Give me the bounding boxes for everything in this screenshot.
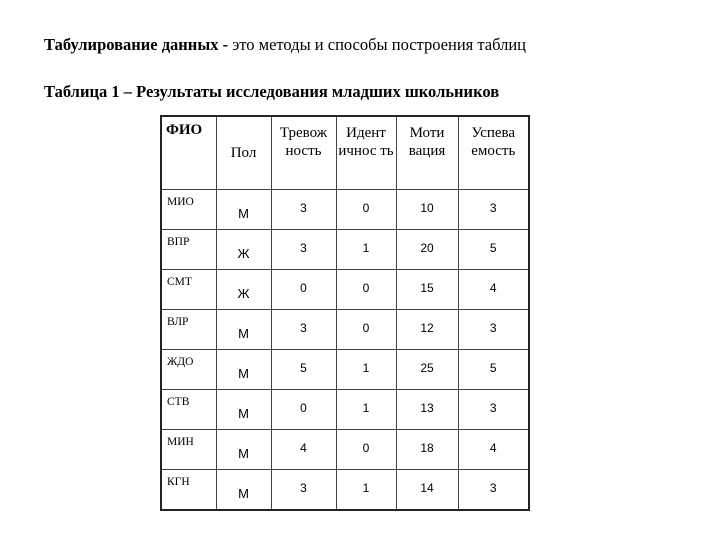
cell-name: СМТ bbox=[161, 270, 216, 310]
cell-anxiety: 3 bbox=[271, 190, 336, 230]
cell-motivation: 14 bbox=[396, 470, 458, 511]
header-fio: ФИО bbox=[161, 116, 216, 190]
heading bbox=[44, 35, 526, 55]
cell-performance: 3 bbox=[458, 190, 529, 230]
cell-identity: 0 bbox=[336, 190, 396, 230]
cell-anxiety: 5 bbox=[271, 350, 336, 390]
header-motivation: Моти вация bbox=[396, 116, 458, 190]
cell-performance: 4 bbox=[458, 270, 529, 310]
cell-identity: 1 bbox=[336, 470, 396, 511]
table-row bbox=[161, 470, 529, 511]
cell-sex: Ж bbox=[216, 230, 271, 270]
table-row bbox=[161, 430, 529, 470]
heading-rest: это методы и способы построения таблиц bbox=[228, 35, 526, 54]
cell-name: ВЛР bbox=[161, 310, 216, 350]
table-row bbox=[161, 390, 529, 430]
cell-anxiety: 0 bbox=[271, 270, 336, 310]
cell-performance: 3 bbox=[458, 310, 529, 350]
cell-name: КГН bbox=[161, 470, 216, 511]
cell-anxiety: 3 bbox=[271, 230, 336, 270]
cell-identity: 1 bbox=[336, 230, 396, 270]
cell-name: МИО bbox=[161, 190, 216, 230]
caption-text: Таблица 1 – Результаты исследования младших школьников bbox=[44, 82, 500, 101]
table-row bbox=[161, 310, 529, 350]
cell-motivation: 20 bbox=[396, 230, 458, 270]
cell-anxiety: 3 bbox=[271, 470, 336, 511]
cell-motivation: 25 bbox=[396, 350, 458, 390]
cell-anxiety: 4 bbox=[271, 430, 336, 470]
header-identity: Идент ичнос ть bbox=[336, 116, 396, 190]
cell-motivation: 13 bbox=[396, 390, 458, 430]
cell-sex: Ж bbox=[216, 270, 271, 310]
cell-sex: М bbox=[216, 190, 271, 230]
cell-identity: 0 bbox=[336, 270, 396, 310]
table-row bbox=[161, 270, 529, 310]
cell-name: СТВ bbox=[161, 390, 216, 430]
cell-sex: М bbox=[216, 430, 271, 470]
results-table bbox=[160, 115, 530, 511]
cell-motivation: 12 bbox=[396, 310, 458, 350]
cell-performance: 5 bbox=[458, 230, 529, 270]
cell-sex: М bbox=[216, 350, 271, 390]
cell-performance: 3 bbox=[458, 390, 529, 430]
header-sex: Пол bbox=[216, 116, 271, 190]
header-performance: Успева емость bbox=[458, 116, 529, 190]
cell-sex: М bbox=[216, 470, 271, 511]
header-anxiety: Тревож ность bbox=[271, 116, 336, 190]
cell-name: ЖДО bbox=[161, 350, 216, 390]
cell-anxiety: 0 bbox=[271, 390, 336, 430]
table-header-row bbox=[161, 116, 529, 190]
cell-sex: М bbox=[216, 390, 271, 430]
cell-motivation: 15 bbox=[396, 270, 458, 310]
cell-motivation: 18 bbox=[396, 430, 458, 470]
cell-name: ВПР bbox=[161, 230, 216, 270]
cell-performance: 4 bbox=[458, 430, 529, 470]
cell-motivation: 10 bbox=[396, 190, 458, 230]
table-caption bbox=[44, 82, 499, 102]
table-row bbox=[161, 230, 529, 270]
cell-identity: 0 bbox=[336, 310, 396, 350]
cell-identity: 0 bbox=[336, 430, 396, 470]
table-row bbox=[161, 190, 529, 230]
heading-bold: Табулирование данных - bbox=[44, 35, 229, 54]
cell-name: МИН bbox=[161, 430, 216, 470]
cell-performance: 5 bbox=[458, 350, 529, 390]
table-row bbox=[161, 350, 529, 390]
cell-identity: 1 bbox=[336, 350, 396, 390]
cell-performance: 3 bbox=[458, 470, 529, 511]
cell-anxiety: 3 bbox=[271, 310, 336, 350]
cell-sex: М bbox=[216, 310, 271, 350]
cell-identity: 1 bbox=[336, 390, 396, 430]
